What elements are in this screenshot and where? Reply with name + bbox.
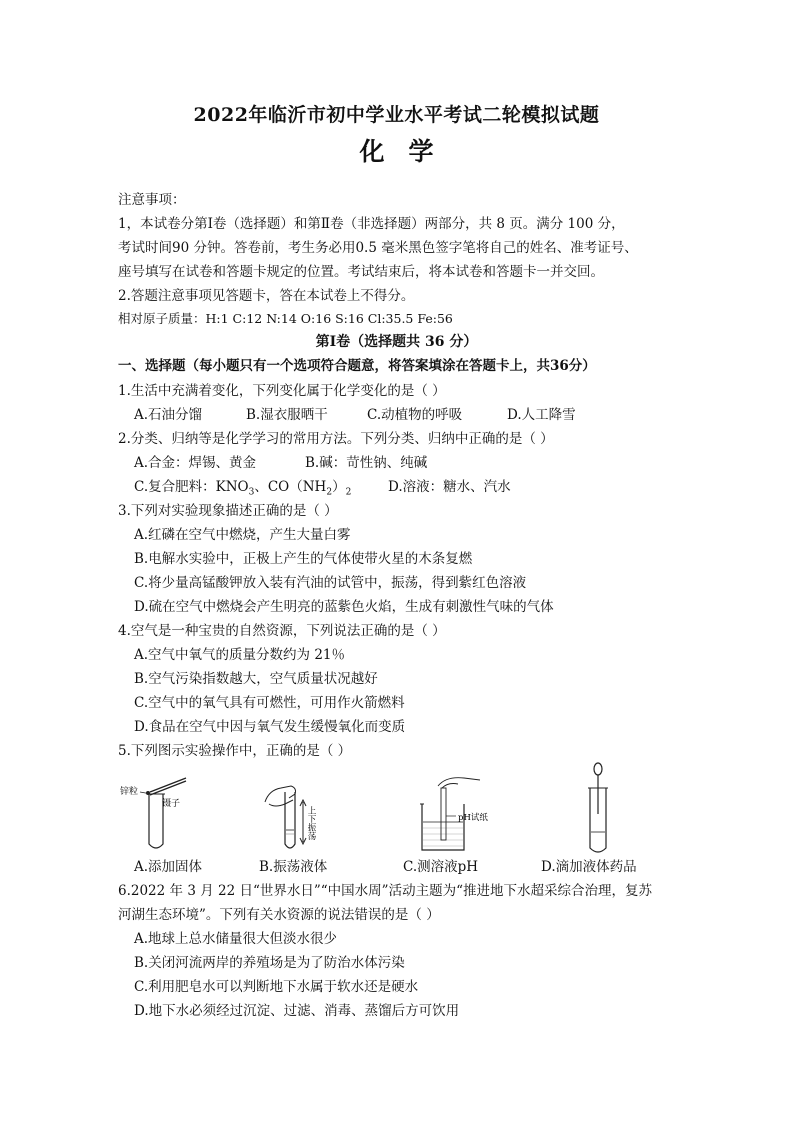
test-tube: [285, 792, 295, 848]
q5-option-b: B.振荡液体: [259, 859, 328, 875]
zinc-granule-label: 锌粒: [120, 787, 139, 797]
q3-option-b: B.电解水实验中，正极上产生的气体使带火星的木条复燃: [134, 551, 473, 567]
q2-stem: 2.分类、归纳等是化学学习的常用方法。下列分类、归纳中正确的是（ ）: [118, 431, 554, 447]
q6-option-a: A.地球上总水储量很大但淡水很少: [134, 931, 338, 947]
q1-option-b: B.湿衣服晒干: [246, 407, 328, 423]
part1-heading: 第Ⅰ卷（选择题共 36 分）: [315, 334, 478, 350]
ph-paper-label: pH试纸: [458, 813, 488, 823]
q5-option-d: D.滴加液体药品: [541, 859, 637, 875]
q3-option-c: C.将少量高锰酸钾放入装有汽油的试管中，振荡，得到紫红色溶液: [134, 575, 527, 591]
q2-option-c: [134, 477, 351, 503]
q3-option-a: A.红磷在空气中燃烧，产生大量白雾: [134, 527, 351, 543]
q1-option-a: A.石油分馏: [134, 407, 203, 423]
q3-option-d: D.硫在空气中燃烧会产生明亮的蓝紫色火焰，生成有刺激性气味的气体: [134, 599, 554, 615]
figure-dropping-liquid: [578, 762, 618, 857]
beaker: [422, 804, 464, 850]
q2-c-sub2: 2: [326, 487, 333, 498]
q2-c-pre: C.复合肥料：KNO: [134, 479, 249, 495]
q5-option-a: A.添加固体: [134, 859, 203, 875]
notice-line-2: 考试时间90 分钟。答卷前，考生务必用0.5 毫米黑色签字笔将自己的姓名、准考证号、: [118, 240, 638, 256]
figure-shaking-liquid: [255, 772, 335, 854]
q4-option-d: D.食品在空气中因与氧气发生缓慢氧化而变质: [134, 719, 406, 735]
ph-paper: [441, 788, 446, 840]
q6-stem-line-1: 6.2022 年 3 月 22 日“世界水日”“中国水周”活动主题为“推进地下水超采综合治理，复苏: [118, 883, 652, 899]
notice-line-3: 座号填写在试卷和答题卡规定的位置。考试结束后，将本试卷和答题卡一并交回。: [118, 264, 604, 280]
q1-option-d: D.人工降雪: [507, 407, 576, 423]
test-tube: [149, 794, 163, 848]
atomic-masses: 相对原子质量：H:1 C:12 N:14 O:16 S:16 Cl:35.5 Fe:56: [118, 311, 453, 326]
q4-option-b: B.空气污染指数越大，空气质量状况越好: [134, 671, 378, 687]
q1-stem: 1.生活中充满着变化，下列变化属于化学变化的是（ ）: [118, 383, 446, 399]
figure-measure-ph: [408, 774, 518, 856]
q6-option-c: C.利用肥皂水可以判断地下水属于软水还是硬水: [134, 979, 419, 995]
exam-title: 2022年临沂市初中学业水平考试二轮模拟试题: [193, 104, 600, 126]
hand-icon: [265, 786, 296, 806]
shake-direction-label: 上下振荡: [306, 806, 316, 840]
q4-stem: 4.空气是一种宝贵的自然资源，下列说法正确的是（ ）: [118, 623, 446, 639]
notice-line-1: 1，本试卷分第Ⅰ卷（选择题）和第Ⅱ卷（非选择题）两部分，共 8 页。满分 100 分，: [118, 216, 625, 232]
q2-c-sub3: 2: [345, 487, 352, 498]
q2-option-a: A.合金：焊锡、黄金: [134, 455, 257, 471]
q2-option-d: D.溶液：糖水、汽水: [388, 479, 511, 495]
q3-stem: 3.下列对实验现象描述正确的是（ ）: [118, 503, 338, 519]
q2-c-sub1: 3: [248, 487, 255, 498]
q6-option-b: B.关闭河流两岸的养殖场是为了防治水体污染: [134, 955, 405, 971]
notice-line-4: 2.答题注意事项见答题卡，答在本试卷上不得分。: [118, 288, 415, 304]
hand-icon: [438, 778, 480, 788]
figure-adding-solid: [118, 770, 218, 852]
subject-title: 化学: [359, 137, 458, 166]
q2-option-b: B.碱：苛性钠、纯碱: [305, 455, 428, 471]
q1-option-c: C.动植物的呼吸: [367, 407, 463, 423]
q6-stem-line-2: 河湖生态环境”。下列有关水资源的说法错误的是（ ）: [118, 907, 440, 923]
q4-option-c: C.空气中的氧气具有可燃性，可用作火箭燃料: [134, 695, 405, 711]
q2-c-post: ）: [332, 479, 346, 495]
tweezers-label: 镊子: [162, 799, 181, 809]
q2-c-mid: 、CO（NH: [254, 479, 327, 495]
q4-option-a: A.空气中氧气的质量分数约为 21％: [134, 647, 346, 663]
notice-heading: 注意事项：: [118, 192, 186, 208]
q5-stem: 5.下列图示实验操作中，正确的是（ ）: [118, 743, 352, 759]
q6-option-d: D.地下水必须经过沉淀、过滤、消毒、蒸馏后方可饮用: [134, 1003, 460, 1019]
dropper-bulb: [594, 763, 602, 775]
q5-option-c: C.测溶液pH: [403, 859, 479, 875]
section-heading: 一、选择题（每小题只有一个选项符合题意，将答案填涂在答题卡上，共36分）: [118, 358, 596, 374]
